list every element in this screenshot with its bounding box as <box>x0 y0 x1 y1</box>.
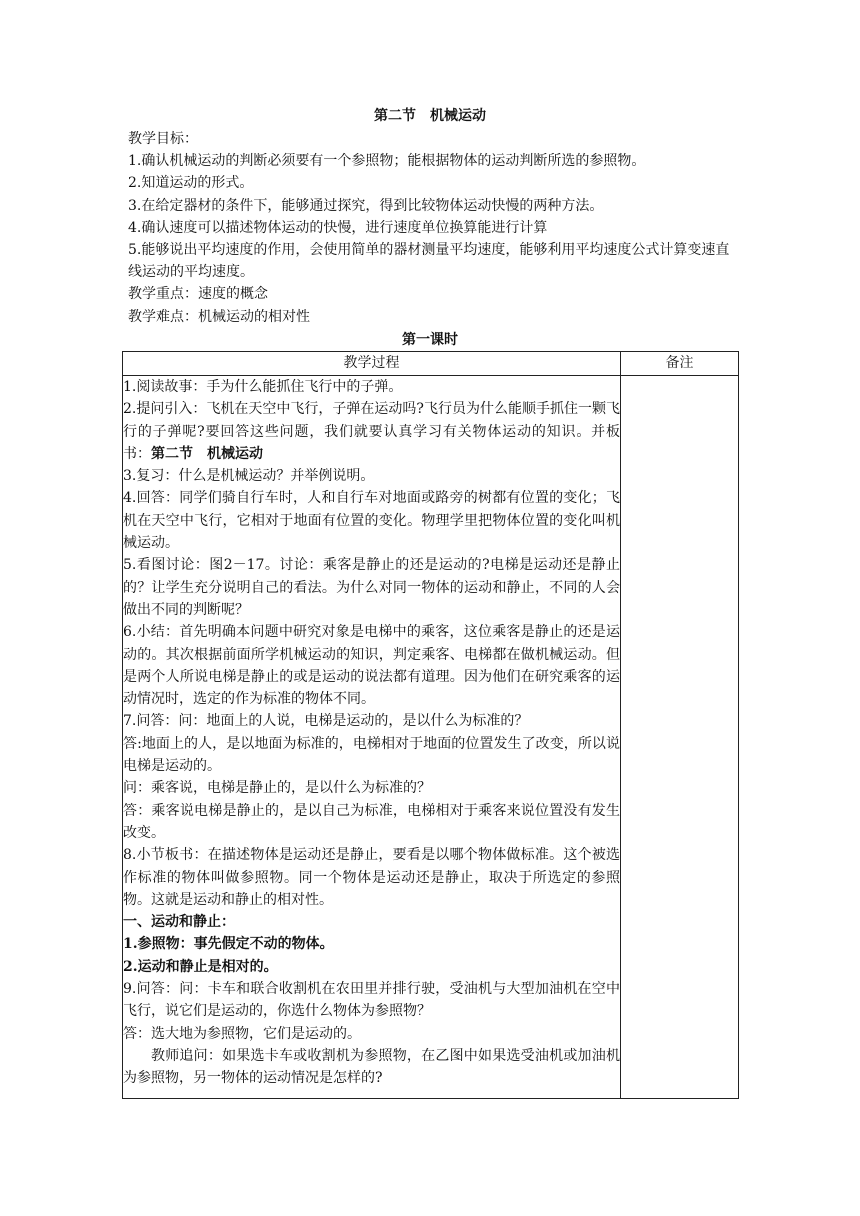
key-point: 教学重点：速度的概念 <box>128 286 268 303</box>
process-paragraph: 教师追问：如果选卡车或收割机为参照物，在乙图中如果选受油机或加油机为参照物，另一物体的运动情况是怎样的? <box>123 1047 620 1087</box>
process-paragraph: 问：乘客说，电梯是静止的，是以什么为标准的？ <box>123 780 431 797</box>
key-definition: 1.参照物：事先假定不动的物体。 <box>123 936 334 953</box>
intro-block <box>128 128 738 328</box>
objective-item: 4.确认速度可以描述物体运动的快慢，进行速度单位换算能进行计算 <box>128 219 548 236</box>
process-paragraph <box>123 398 620 465</box>
objective-item: 2.知道运动的形式。 <box>128 175 254 192</box>
objectives-heading: 教学目标： <box>128 131 198 147</box>
remarks-cell <box>621 376 739 1099</box>
process-paragraph: 答：选大地为参照物，它们是运动的。 <box>123 1025 361 1042</box>
process-paragraph: 1.阅读故事：手为什么能抓住飞行中的子弹。 <box>123 379 403 395</box>
objective-item: 3.在给定器材的条件下，能够通过探究，得到比较物体运动快慢的两种方法。 <box>128 197 604 214</box>
process-paragraph: 答：乘客说电梯是静止的，是以自己为标准，电梯相对于乘客来说位置没有发生改变。 <box>123 802 620 841</box>
table-header-row <box>123 352 739 376</box>
process-paragraph: 7.问答：问：地面上的人说，电梯是运动的，是以什么为标准的？ <box>123 713 529 730</box>
process-paragraph: 9.问答：问：卡车和联合收割机在农田里并排行驶，受油机与大型加油机在空中飞行，说它们是运动的，你选什么物体为参照物？ <box>123 981 620 1020</box>
column-header-process: 教学过程 <box>123 352 621 376</box>
objective-item: 1.确认机械运动的判断必须要有一个参照物；能根据物体的运动判断所选的参照物。 <box>128 153 646 170</box>
process-paragraph-text: 2.提问引入：飞机在天空中飞行，子弹在运动吗?飞行员为什么能顺手抓住一颗飞行的子弹呢?要回答这些问题，我们就要认真学习有关物体运动的知识。并板书： <box>123 401 620 462</box>
key-definition: 2.运动和静止是相对的。 <box>123 958 278 975</box>
objective-item: 5.能够说出平均速度的作用，会使用简单的器材测量平均速度，能够利用平均速度公式计算变速直线运动的平均速度。 <box>128 242 730 281</box>
column-header-remarks: 备注 <box>621 352 739 376</box>
process-cell <box>123 376 621 1099</box>
section-title: 第二节 机械运动 <box>374 108 486 124</box>
difficulty: 教学难点：机械运动的相对性 <box>128 308 310 325</box>
teaching-process-table <box>122 351 739 1099</box>
section-heading: 一、运动和静止： <box>123 914 235 931</box>
process-paragraph: 4.回答：同学们骑自行车时，人和自行车对地面或路旁的树都有位置的变化；飞机在天空中飞行，它相对于地面有位置的变化。物理学里把物体位置的变化叫机械运动。 <box>123 490 620 552</box>
process-paragraph: 3.复习：什么是机械运动？并举例说明。 <box>123 468 375 485</box>
process-paragraph: 8.小节板书：在描述物体是运动还是静止，要看是以哪个物体做标准。这个被选作标准的物体叫做参照物。同一个物体是运动还是静止，取决于所选定的参照物。这就是运动和静止的相对性。 <box>123 847 620 908</box>
table-row <box>123 376 739 1099</box>
process-paragraph: 5.看图讨论：图2－17。讨论：乘客是静止的还是运动的?电梯是运动还是静止的？让学生充分说明自己的看法。为什么对同一物体的运动和静止，不同的人会做出不同的判断呢？ <box>123 557 620 618</box>
lesson-title: 第一课时 <box>402 332 458 348</box>
board-title: 第二节 机械运动 <box>151 445 263 462</box>
process-paragraph: 6.小结：首先明确本问题中研究对象是电梯中的乘客，这位乘客是静止的还是运动的。其次根据前面所学机械运动的知识，判定乘客、电梯都在做机械运动。但是两个人所说电梯是静止的或是运动的说法都有道理。因为他们在研究乘客的运动情况时，选定的作为标准的物体不同。 <box>123 624 620 708</box>
process-paragraph: 答:地面上的人，是以地面为标准的，电梯相对于地面的位置发生了改变，所以说电梯是运动的。 <box>123 735 620 775</box>
